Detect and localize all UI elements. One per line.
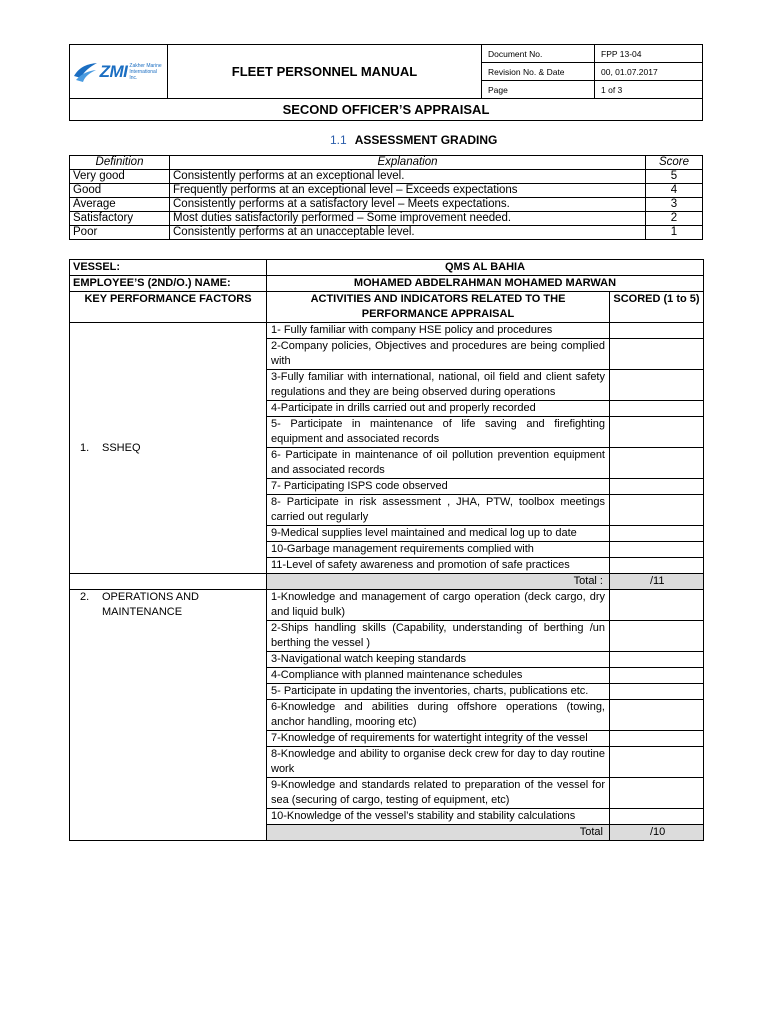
revision-value: 00, 01.07.2017 — [595, 63, 703, 81]
score-input-cell[interactable] — [610, 590, 704, 621]
ssheq-total-label: Total : — [267, 574, 610, 590]
grading-row — [70, 184, 703, 198]
grading-col-score: Score — [646, 156, 703, 170]
key-factor-number: 2. — [80, 591, 90, 603]
grading-definition: Average — [70, 198, 170, 212]
activity-item: 2-Company policies, Objectives and procedures are being complied with — [267, 339, 610, 370]
section-heading — [330, 133, 497, 147]
logo-brand: ZMI — [99, 61, 128, 81]
grading-definition: Very good — [70, 170, 170, 184]
col-key-factors: KEY PERFORMANCE FACTORS — [70, 292, 267, 323]
grading-table — [69, 155, 703, 240]
grading-row — [70, 170, 703, 184]
operations-total-label: Total — [267, 825, 610, 841]
activity-item: 5- Participate in updating the inventories, charts, publications etc. — [267, 684, 610, 700]
vessel-value: QMS AL BAHIA — [267, 260, 704, 276]
page-label: Page — [482, 81, 595, 99]
logo-cell — [70, 45, 168, 99]
activity-item: 8- Participate in risk assessment , JHA, PTW, toolbox meetings carried out regularly — [267, 495, 610, 526]
score-input-cell[interactable] — [610, 448, 704, 479]
activity-item: 7- Participating ISPS code observed — [267, 479, 610, 495]
doc-no-value: FPP 13-04 — [595, 45, 703, 63]
vessel-label: VESSEL: — [70, 260, 267, 276]
grading-score: 4 — [646, 184, 703, 198]
grading-explanation: Frequently performs at an exceptional level – Exceeds expectations — [170, 184, 646, 198]
score-input-cell[interactable] — [610, 542, 704, 558]
activity-item: 6- Participate in maintenance of oil pollution prevention equipment and associated records — [267, 448, 610, 479]
appraisal-table — [69, 259, 704, 841]
grading-col-explanation: Explanation — [170, 156, 646, 170]
score-input-cell[interactable] — [610, 339, 704, 370]
wave-logo-icon — [72, 60, 98, 84]
grading-col-definition: Definition — [70, 156, 170, 170]
activity-item: 10-Knowledge of the vessel’s stability and stability calculations — [267, 809, 610, 825]
activity-item: 3-Fully familiar with international, national, oil field and client safety regulations and they are being observed during operations — [267, 370, 610, 401]
activity-item: 8-Knowledge and ability to organise deck crew for day to day routine work — [267, 747, 610, 778]
score-input-cell[interactable] — [610, 621, 704, 652]
activity-item: 1-Knowledge and management of cargo operation (deck cargo, dry and liquid bulk) — [267, 590, 610, 621]
grading-header-row — [70, 156, 703, 170]
grading-score: 5 — [646, 170, 703, 184]
score-input-cell[interactable] — [610, 778, 704, 809]
section-number: 1.1 — [330, 133, 347, 147]
activity-item: 4-Compliance with planned maintenance schedules — [267, 668, 610, 684]
ssheq-total-value: /11 — [610, 574, 704, 590]
score-input-cell[interactable] — [610, 323, 704, 339]
activity-item: 11-Level of safety awareness and promotion of safe practices — [267, 558, 610, 574]
key-factor-ssheq — [70, 323, 267, 574]
grading-explanation: Most duties satisfactorily performed – Some improvement needed. — [170, 212, 646, 226]
grading-score: 1 — [646, 226, 703, 240]
employee-label: EMPLOYEE’S (2ND/O.) NAME: — [70, 276, 267, 292]
score-input-cell[interactable] — [610, 526, 704, 542]
ssheq-total-spacer — [70, 574, 267, 590]
revision-label: Revision No. & Date — [482, 63, 595, 81]
grading-row — [70, 198, 703, 212]
key-factor-operations — [70, 590, 267, 841]
manual-title: FLEET PERSONNEL MANUAL — [168, 45, 482, 99]
col-scored: SCORED (1 to 5) — [610, 292, 704, 323]
activity-item: 9-Knowledge and standards related to preparation of the vessel for sea (securing of cargo, testing of equipment, etc) — [267, 778, 610, 809]
company-logo — [70, 46, 167, 98]
page-value: 1 of 3 — [595, 81, 703, 99]
form-title: SECOND OFFICER’S APPRAISAL — [70, 99, 703, 121]
score-input-cell[interactable] — [610, 747, 704, 778]
score-input-cell[interactable] — [610, 684, 704, 700]
employee-value: MOHAMED ABDELRAHMAN MOHAMED MARWAN — [267, 276, 704, 292]
grading-definition: Satisfactory — [70, 212, 170, 226]
grading-explanation: Consistently performs at an unacceptable level. — [170, 226, 646, 240]
activity-item: 9-Medical supplies level maintained and medical log up to date — [267, 526, 610, 542]
activity-item: 4-Participate in drills carried out and properly recorded — [267, 401, 610, 417]
section-title: ASSESSMENT GRADING — [354, 133, 498, 147]
activity-item: 1- Fully familiar with company HSE policy and procedures — [267, 323, 610, 339]
grading-definition: Good — [70, 184, 170, 198]
grading-definition: Poor — [70, 226, 170, 240]
score-input-cell[interactable] — [610, 417, 704, 448]
operations-total-value: /10 — [610, 825, 704, 841]
score-input-cell[interactable] — [610, 479, 704, 495]
score-input-cell[interactable] — [610, 652, 704, 668]
key-factor-name: OPERATIONS AND MAINTENANCE — [102, 591, 199, 618]
activity-item: 10-Garbage management requirements complied with — [267, 542, 610, 558]
activity-item: 6-Knowledge and abilities during offshore operations (towing, anchor handling, mooring etc) — [267, 700, 610, 731]
score-input-cell[interactable] — [610, 668, 704, 684]
score-input-cell[interactable] — [610, 700, 704, 731]
grading-explanation: Consistently performs at an exceptional level. — [170, 170, 646, 184]
score-input-cell[interactable] — [610, 401, 704, 417]
grading-row — [70, 212, 703, 226]
grading-score: 2 — [646, 212, 703, 226]
score-input-cell[interactable] — [610, 809, 704, 825]
document-header — [69, 44, 703, 121]
activity-item: 7-Knowledge of requirements for watertight integrity of the vessel — [267, 731, 610, 747]
activity-item: 3-Navigational watch keeping standards — [267, 652, 610, 668]
grading-explanation: Consistently performs at a satisfactory level – Meets expectations. — [170, 198, 646, 212]
key-factor-name: SSHEQ — [102, 441, 141, 454]
doc-no-label: Document No. — [482, 45, 595, 63]
score-input-cell[interactable] — [610, 558, 704, 574]
score-input-cell[interactable] — [610, 370, 704, 401]
score-input-cell[interactable] — [610, 495, 704, 526]
activity-item: 2-Ships handling skills (Capability, understanding of berthing /un berthing the vessel ) — [267, 621, 610, 652]
col-activities: ACTIVITIES AND INDICATORS RELATED TO THE PERFORMANCE APPRAISAL — [267, 292, 610, 323]
key-factor-number: 1. — [80, 441, 90, 454]
grading-score: 3 — [646, 198, 703, 212]
score-input-cell[interactable] — [610, 731, 704, 747]
activity-item: 5- Participate in maintenance of life saving and firefighting equipment and associated records — [267, 417, 610, 448]
grading-row — [70, 226, 703, 240]
logo-company: Zakher Marine International Inc. — [129, 62, 162, 81]
